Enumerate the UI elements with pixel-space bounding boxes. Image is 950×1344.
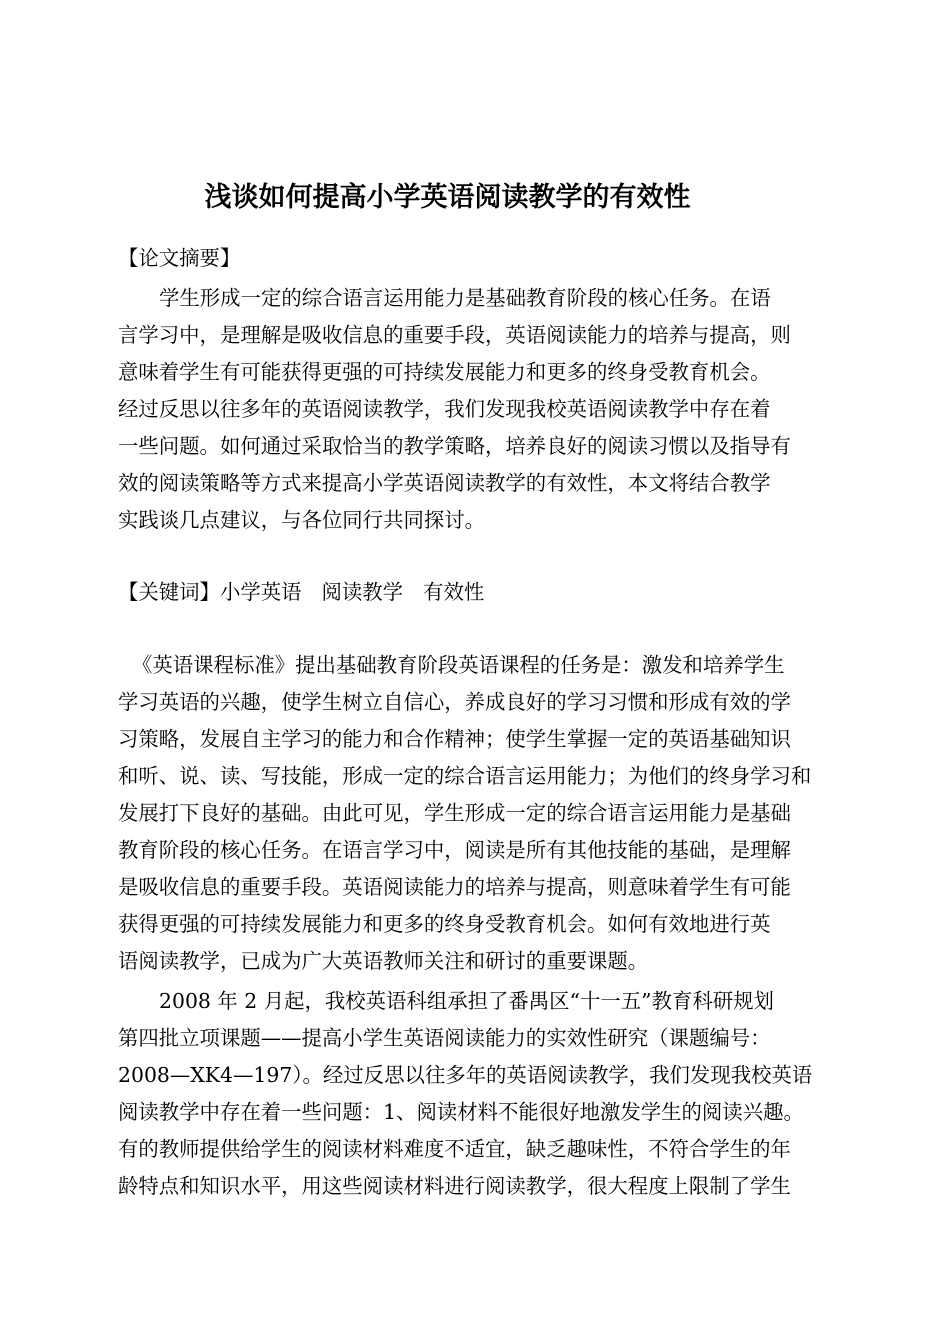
keywords-line: [118, 574, 838, 611]
paragraph-line: 教育阶段的核心任务。在语言学习中，阅读是所有其他技能的基础，是理解: [118, 838, 791, 862]
abstract-heading: [118, 240, 838, 277]
paragraph-line: 语阅读教学，已成为广大英语教师关注和研讨的重要课题。: [118, 949, 649, 973]
paragraph-line: 2008 年 2 月起，我校英语科组承担了番禺区“十一五”教育科研规划: [159, 989, 774, 1013]
paragraph-line: 第四批立项课题——提高小学生英语阅读能力的实效性研究（课题编号：: [118, 1026, 771, 1050]
abstract-line: 实践谈几点建议，与各位同行共同探讨。: [118, 508, 486, 532]
keyword: 阅读教学: [321, 580, 404, 604]
abstract-line: 言学习中，是理解是吸收信息的重要手段，英语阅读能力的培养与提高，则: [118, 323, 791, 347]
keywords-label: 【关键词】: [118, 580, 220, 604]
body-paragraph-2: [118, 983, 838, 1205]
keyword: 有效性: [423, 580, 485, 604]
abstract-line: 学生形成一定的综合语言运用能力是基础教育阶段的核心任务。在语: [159, 286, 771, 310]
page-title: 浅谈如何提高小学英语阅读教学的有效性: [204, 182, 691, 213]
paragraph-line: 阅读教学中存在着一些问题：1、阅读材料不能很好地激发学生的阅读兴趣。: [118, 1100, 804, 1124]
paragraph-line: 和听、说、读、写技能，形成一定的综合语言运用能力；为他们的终身学习和: [118, 764, 812, 788]
body-paragraph-1: [118, 647, 838, 980]
paragraph-line: 有的教师提供给学生的阅读材料难度不适宜，缺乏趣味性，不符合学生的年: [118, 1137, 791, 1161]
paragraph-line: 《英语课程标准》提出基础教育阶段英语课程的任务是：激发和培养学生: [132, 653, 785, 677]
paragraph-line: 学习英语的兴趣，使学生树立自信心，养成良好的学习习惯和形成有效的学: [118, 690, 791, 714]
paragraph-line: 习策略，发展自主学习的能力和合作精神；使学生掌握一定的英语基础知识: [118, 727, 791, 751]
paragraph-line: 发展打下良好的基础。由此可见，学生形成一定的综合语言运用能力是基础: [118, 801, 791, 825]
paragraph-line: 获得更强的可持续发展能力和更多的终身受教育机会。如何有效地进行英: [118, 912, 771, 936]
keywords-row: [118, 574, 838, 611]
abstract-line: 效的阅读策略等方式来提高小学英语阅读教学的有效性，本文将结合教学: [118, 471, 771, 495]
paragraph-line: 2008—XK4—197）。经过反思以往多年的英语阅读教学，我们发现我校英语: [118, 1063, 813, 1087]
paragraph-line: 龄特点和知识水平，用这些阅读材料进行阅读教学，很大程度上限制了学生: [118, 1174, 791, 1198]
keyword: 小学英语: [219, 580, 302, 604]
paragraph-line: 是吸收信息的重要手段。英语阅读能力的培养与提高，则意味着学生有可能: [118, 875, 791, 899]
abstract-line: 意味着学生有可能获得更强的可持续发展能力和更多的终身受教育机会。: [118, 360, 771, 384]
abstract-line: 经过反思以往多年的英语阅读教学，我们发现我校英语阅读教学中存在着: [118, 397, 771, 421]
abstract-paragraph: [118, 280, 838, 539]
abstract-line: 一些问题。如何通过采取恰当的教学策略，培养良好的阅读习惯以及指导有: [118, 434, 791, 458]
abstract-heading-text: 【论文摘要】: [118, 246, 241, 270]
